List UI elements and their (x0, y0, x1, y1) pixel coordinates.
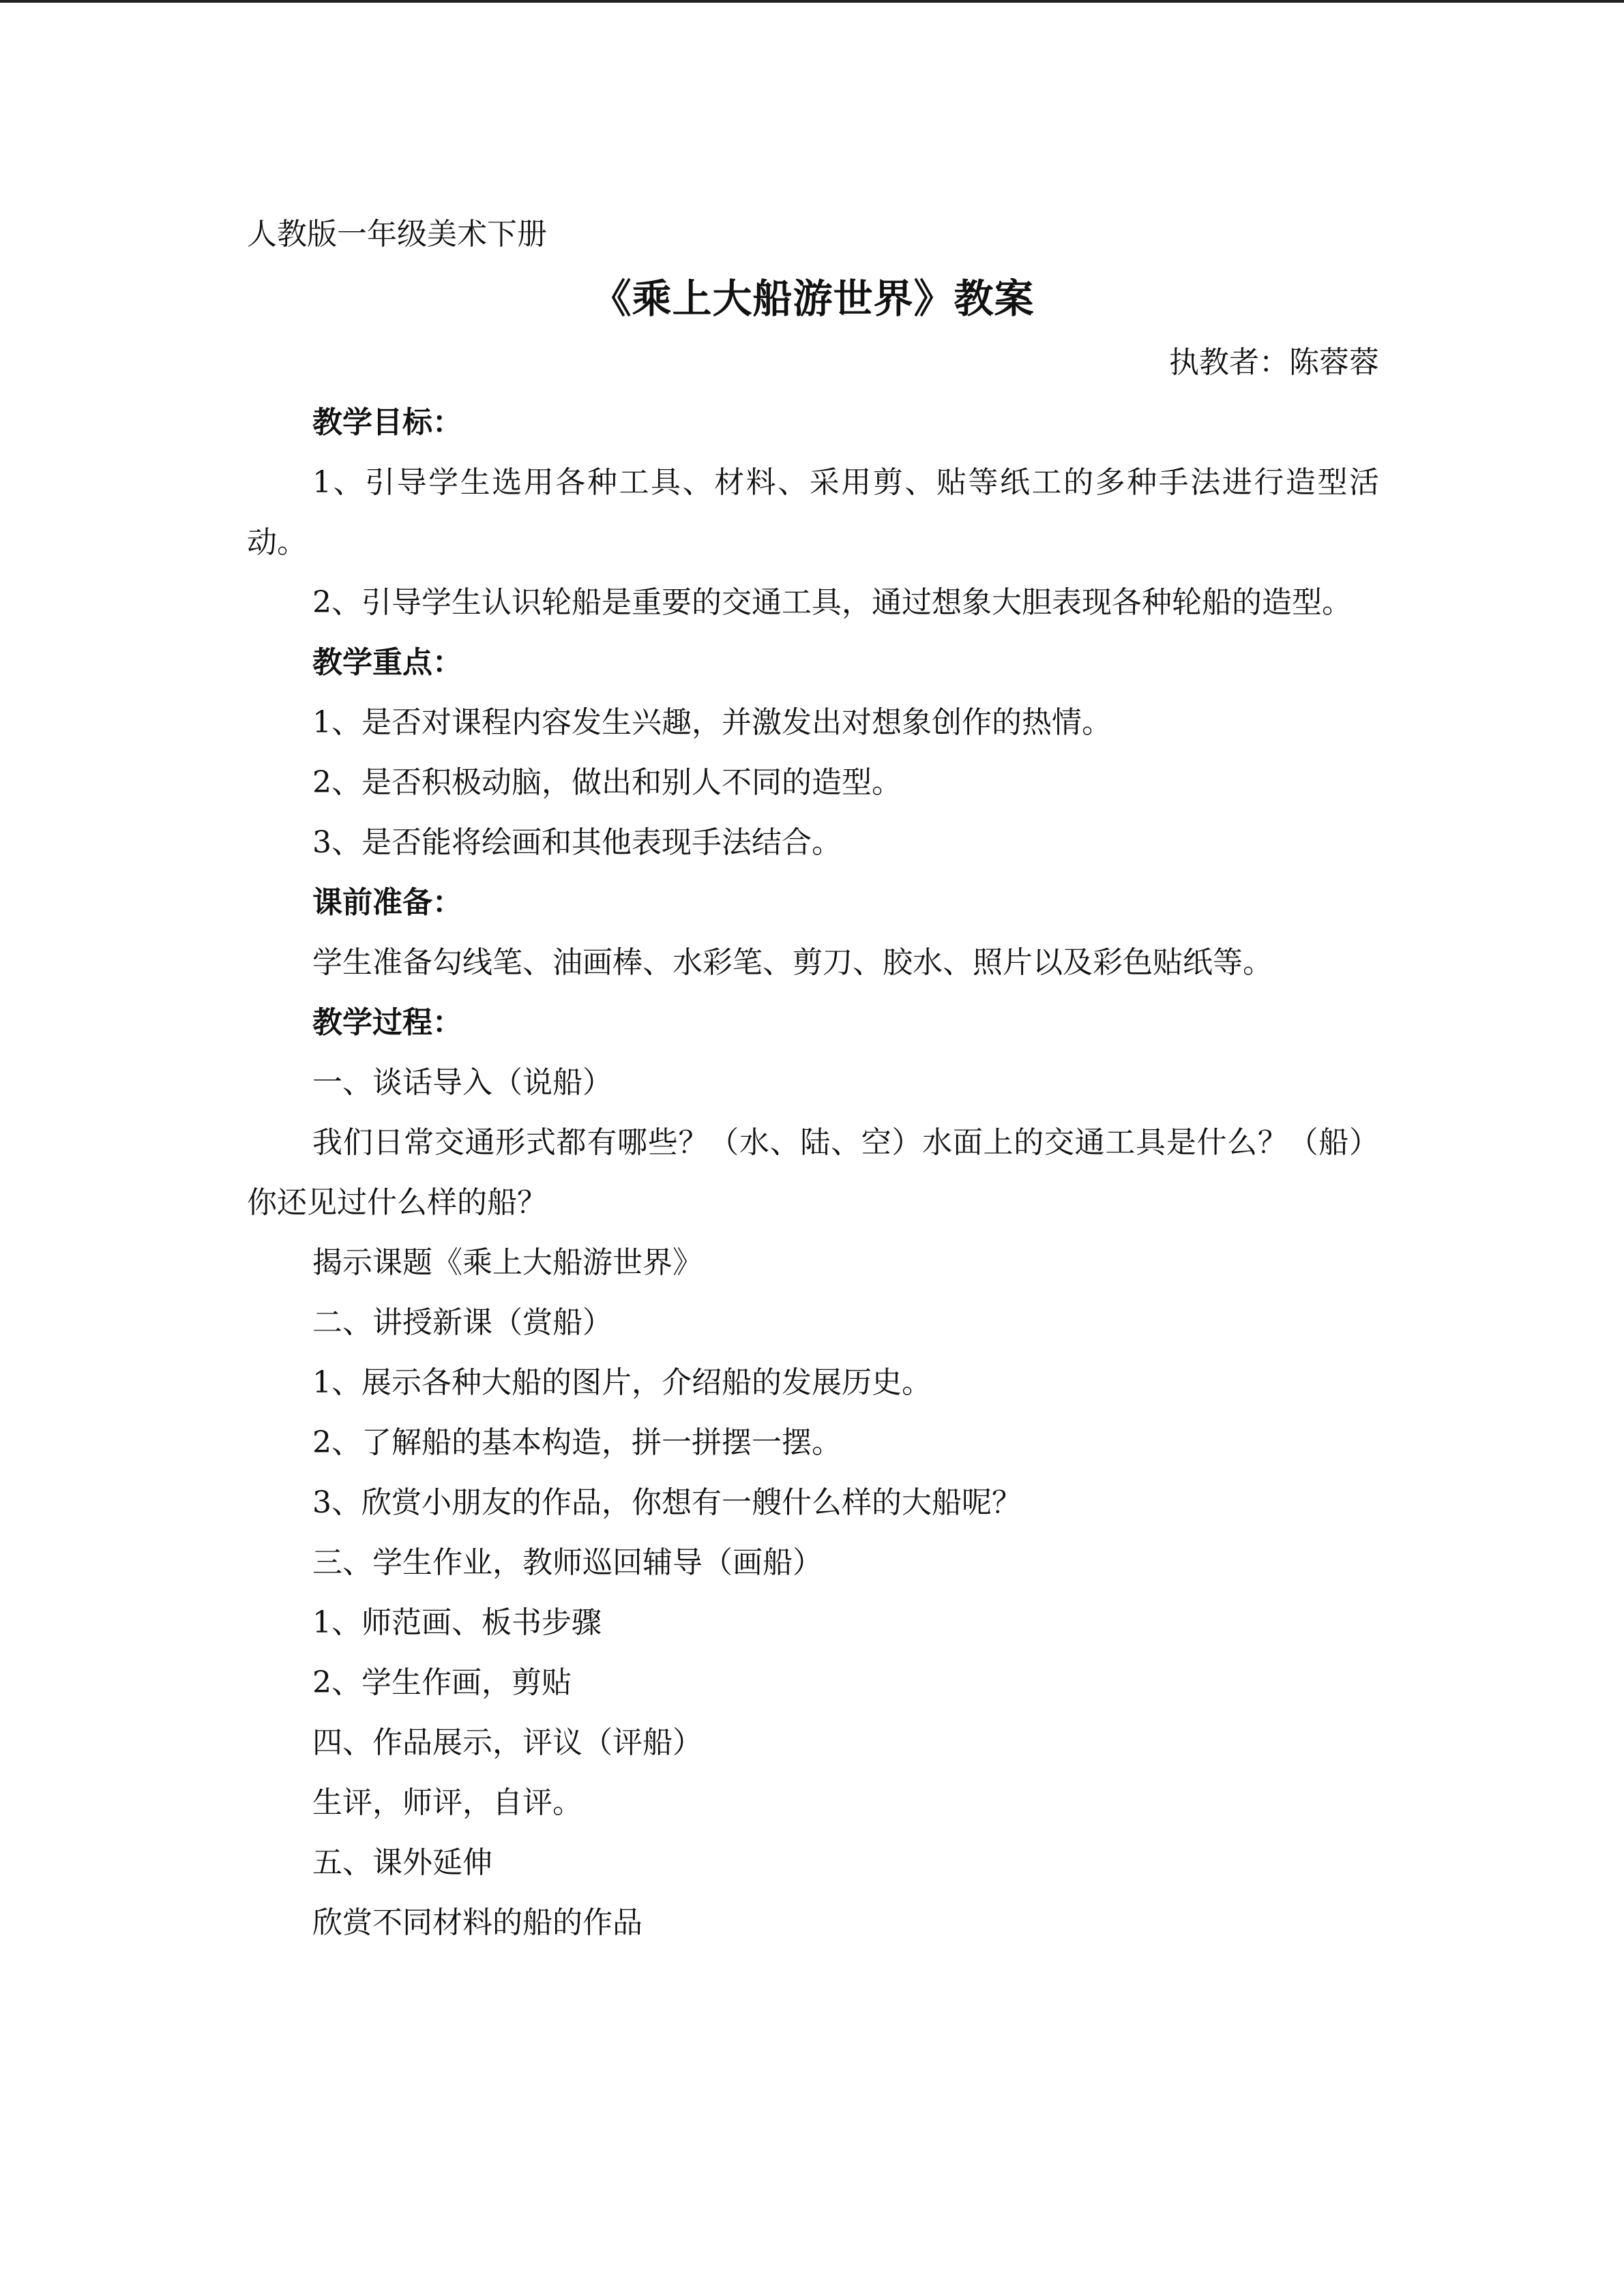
section-2-title: 二、讲授新课（赏船） (312, 1305, 612, 1340)
goals-heading: 教学目标： (312, 405, 462, 440)
goal-item-1: 1、引导学生选用各种工具、材料、采用剪、贴等纸工的多种手法进行造型活动。 (247, 465, 1379, 560)
section-1-title: 一、谈话导入（说船） (312, 1065, 612, 1100)
section-2-item-2: 2、了解船的基本构造，拼一拼摆一摆。 (312, 1425, 842, 1460)
lesson-plan-page (247, 205, 1379, 1953)
section-2-item-1: 1、展示各种大船的图片，介绍船的发展历史。 (312, 1365, 932, 1400)
section-4-item: 生评，师评，自评。 (312, 1785, 582, 1820)
document-title: 《乘上大船游世界》教案 (591, 275, 1035, 322)
section-5-title: 五、课外延伸 (312, 1845, 492, 1880)
focus-heading: 教学重点： (312, 645, 462, 680)
section-3-item-1: 1、师范画、板书步骤 (312, 1605, 602, 1640)
focus-item-1: 1、是否对课程内容发生兴趣，并激发出对想象创作的热情。 (312, 705, 1112, 740)
focus-item-3: 3、是否能将绘画和其他表现手法结合。 (312, 825, 842, 860)
section-4-title: 四、作品展示，评议（评船） (312, 1725, 703, 1760)
top-border-line (0, 0, 1624, 3)
section-1-topic: 揭示课题《乘上大船游世界》 (312, 1245, 703, 1280)
goal-item-2: 2、引导学生认识轮船是重要的交通工具，通过想象大胆表现各种轮船的造型。 (312, 585, 1352, 620)
section-3-title: 三、学生作业，教师巡回辅导（画船） (312, 1545, 823, 1580)
section-2-item-3: 3、欣赏小朋友的作品，你想有一艘什么样的大船呢？ (312, 1485, 1022, 1520)
section-5-item: 欣赏不同材料的船的作品 (312, 1905, 643, 1940)
section-3-item-2: 2、学生作画，剪贴 (312, 1665, 572, 1700)
section-1-question: 我们日常交通形式都有哪些？（水、陆、空）水面上的交通工具是什么？（船）你还见过什么样的船？ (247, 1125, 1379, 1220)
prep-item: 学生准备勾线笔、油画棒、水彩笔、剪刀、胶水、照片以及彩色贴纸等。 (312, 945, 1273, 980)
process-heading: 教学过程： (312, 1005, 462, 1040)
prep-heading: 课前准备： (312, 885, 462, 920)
author-line: 执教者：陈蓉蓉 (1169, 345, 1379, 380)
textbook-header: 人教版一年级美术下册 (247, 217, 547, 252)
focus-item-2: 2、是否积极动脑，做出和别人不同的造型。 (312, 765, 902, 800)
